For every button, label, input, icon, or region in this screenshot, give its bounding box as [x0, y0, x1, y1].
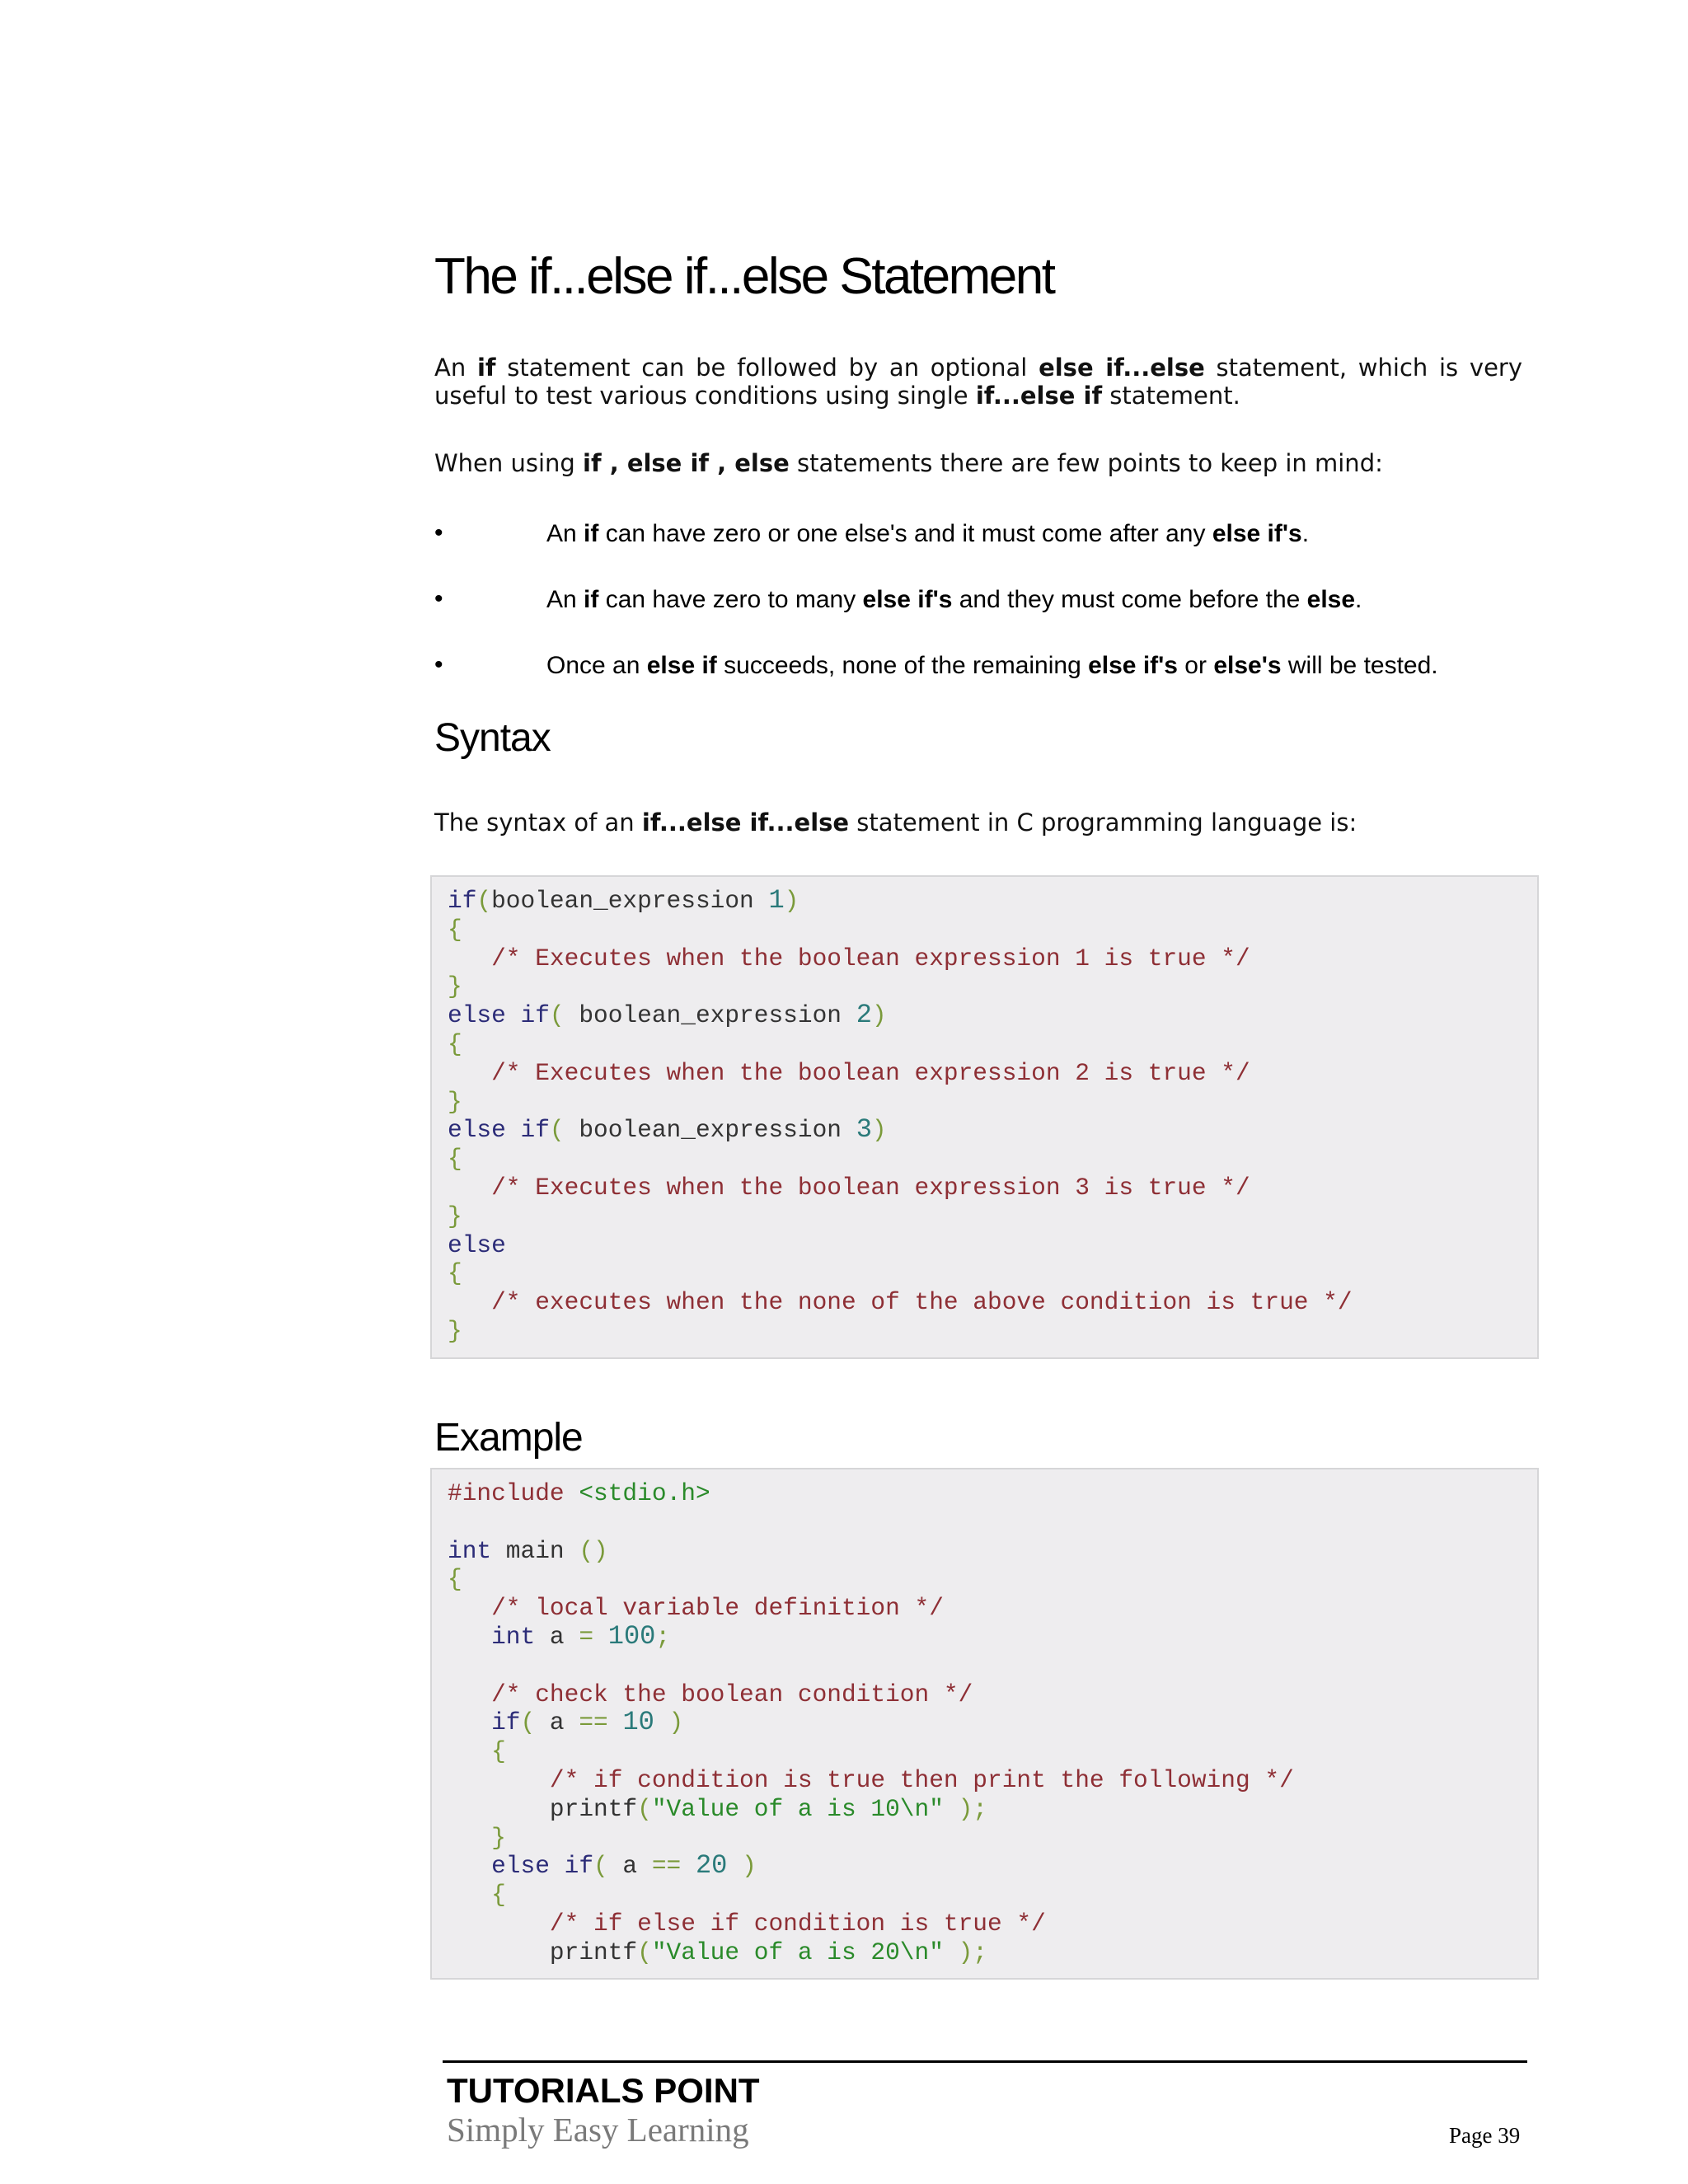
code-token: ): [668, 1708, 684, 1737]
code-token: [944, 1795, 959, 1823]
code-token: [448, 1174, 491, 1202]
bullet-segment: An: [546, 586, 584, 613]
intro-bold: else if...else: [1039, 354, 1205, 382]
code-line: [448, 1030, 462, 1058]
intro-paragraph: [434, 354, 1522, 410]
code-line: [448, 1479, 710, 1507]
code-token: );: [958, 1938, 988, 1966]
code-token: [550, 1852, 565, 1880]
code-line: [448, 972, 462, 1001]
code-token: else: [448, 1001, 506, 1030]
bullet-segment: Once an: [546, 652, 647, 679]
code-token: [448, 944, 491, 972]
bullet-segment: .: [1301, 520, 1310, 547]
intro-text: statement.: [1102, 382, 1240, 410]
bullet-text: [546, 585, 1362, 615]
code-line: [448, 1202, 462, 1230]
bullet-bold: if: [584, 520, 599, 547]
code-token: "Value of a is 20\n": [651, 1938, 944, 1966]
code-line: [448, 1059, 1250, 1087]
code-line: [448, 887, 799, 915]
code-token: else: [448, 1116, 506, 1145]
code-token: /* Executes when the boolean expression 2 is true */: [491, 1058, 1250, 1087]
code-token: [448, 1852, 491, 1880]
code-token: ): [784, 887, 799, 915]
code-token: a: [607, 1852, 652, 1881]
code-token: [448, 1288, 491, 1316]
code-token: ;: [655, 1622, 671, 1651]
code-token: [448, 1623, 491, 1651]
code-token: {: [448, 1565, 462, 1594]
code-token: ): [871, 1116, 887, 1145]
code-token: 1: [768, 885, 785, 916]
code-token: #include: [448, 1479, 579, 1507]
code-token: boolean_expression: [564, 1116, 856, 1145]
code-line: [448, 1259, 462, 1287]
intro-bold: if: [476, 354, 496, 382]
bullet-bold: else if's: [862, 586, 953, 613]
bullet-bold: else if: [646, 652, 717, 679]
syntax-intro-paragraph: [434, 808, 1522, 837]
code-token: {: [491, 1737, 506, 1766]
code-token: [448, 1594, 491, 1622]
points-intro-bold: if , else if , else: [583, 449, 790, 477]
code-token: (): [579, 1536, 608, 1565]
points-intro-paragraph: [434, 449, 1522, 477]
code-token: (: [549, 1001, 565, 1030]
code-token: {: [448, 1029, 462, 1058]
code-token: [654, 1708, 669, 1736]
code-line: [448, 1145, 462, 1173]
code-token: (: [476, 887, 492, 915]
code-token: "Value of a is 10\n": [651, 1794, 944, 1823]
code-token: (: [637, 1938, 652, 1966]
code-token: int: [491, 1622, 536, 1651]
code-line: [448, 1824, 506, 1852]
code-line: [448, 916, 462, 944]
code-token: if: [520, 1001, 550, 1030]
code-line: [448, 1620, 671, 1652]
code-token: main: [491, 1536, 579, 1565]
bullet-bold: if: [584, 586, 599, 613]
code-line: [448, 1708, 683, 1736]
code-token: (: [549, 1116, 565, 1145]
code-token: boolean_expression: [564, 1001, 856, 1030]
code-token: }: [491, 1823, 506, 1852]
code-token: printf: [448, 1938, 638, 1966]
code-token: [448, 1824, 491, 1852]
syntax-heading: Syntax: [434, 716, 551, 760]
code-line: [448, 1537, 608, 1565]
bullet-marker: •: [434, 585, 443, 612]
code-line: [448, 1088, 462, 1116]
code-token: /* Executes when the boolean expression 1 is true */: [491, 944, 1250, 972]
code-token: else: [491, 1852, 550, 1881]
bullet-bold: else: [1306, 586, 1356, 613]
code-token: 100: [607, 1620, 656, 1652]
code-token: [448, 1708, 491, 1736]
footer-tagline: Simply Easy Learning: [447, 2111, 749, 2149]
code-line: [448, 1565, 462, 1593]
footer-divider: [443, 2060, 1527, 2063]
code-token: {: [448, 1145, 462, 1174]
bullet-bold: else if's: [1088, 652, 1178, 679]
code-token: /* Executes when the boolean expression 3 is true */: [491, 1173, 1250, 1202]
code-token: (: [637, 1794, 652, 1823]
code-token: =: [579, 1622, 594, 1651]
bullet-segment: succeeds, none of the remaining: [716, 652, 1089, 679]
intro-text: statement can be followed by an optional: [495, 354, 1039, 382]
code-token: if: [520, 1116, 550, 1145]
code-token: (: [593, 1852, 608, 1881]
code-token: }: [448, 1087, 462, 1116]
code-token: else: [448, 1230, 506, 1259]
code-line: [448, 1881, 506, 1909]
bullet-segment: will be tested.: [1281, 652, 1438, 679]
intro-bold: if...else if: [975, 382, 1103, 410]
bullet-bold: else if's: [1212, 520, 1302, 547]
code-line: [448, 1317, 462, 1345]
code-token: printf: [448, 1794, 638, 1823]
footer-brand: TUTORIALS POINT: [447, 2071, 760, 2110]
code-line: [448, 1910, 1046, 1938]
points-intro-text: statements there are few points to keep in mind:: [789, 449, 1383, 477]
code-line: [448, 944, 1250, 972]
syntax-intro-text: statement in C programming language is:: [849, 808, 1357, 837]
bullet-segment: can have zero or one else's and it must come after any: [598, 520, 1212, 547]
bullet-segment: or: [1177, 652, 1214, 679]
code-token: 20: [695, 1850, 728, 1882]
code-token: [727, 1852, 742, 1880]
code-token: /* check the boolean condition */: [491, 1680, 973, 1708]
example-heading: Example: [434, 1416, 583, 1460]
code-line: [448, 1680, 973, 1708]
bullet-marker: •: [434, 519, 443, 546]
code-token: [506, 1001, 521, 1029]
code-token: [448, 1766, 550, 1794]
code-token: }: [448, 1316, 462, 1345]
code-token: [448, 1881, 491, 1909]
bullet-marker: •: [434, 651, 443, 678]
bullet-segment: .: [1355, 586, 1362, 613]
code-token: ): [871, 1001, 887, 1030]
bullet-text: [546, 519, 1309, 549]
code-token: );: [958, 1794, 988, 1823]
code-token: ==: [651, 1852, 682, 1881]
code-token: (: [520, 1708, 536, 1737]
code-token: [608, 1708, 623, 1736]
code-line: [448, 1938, 987, 1966]
code-line: [448, 1001, 887, 1029]
code-line: [448, 1795, 987, 1823]
code-token: int: [448, 1536, 492, 1565]
bullet-segment: An: [546, 520, 584, 547]
code-line: [448, 1288, 1353, 1316]
code-token: {: [491, 1881, 506, 1910]
code-line: [448, 1174, 1250, 1202]
code-token: [681, 1852, 696, 1880]
code-token: ): [742, 1852, 757, 1881]
code-line: [448, 1594, 944, 1622]
points-intro-text: When using: [434, 449, 584, 477]
code-token: [448, 1910, 550, 1938]
code-token: 10: [622, 1707, 654, 1738]
bullet-bold: else's: [1213, 652, 1282, 679]
code-token: /* if else if condition is true */: [549, 1909, 1046, 1938]
code-token: if: [448, 887, 477, 915]
syntax-intro-bold: if...else if...else: [641, 808, 850, 837]
bullet-text: [546, 651, 1438, 681]
bullet-item: [434, 651, 1531, 717]
bullet-segment: can have zero to many: [598, 586, 863, 613]
code-line: [448, 1737, 506, 1765]
page-title: The if...else if...else Statement: [434, 248, 1054, 305]
code-token: if: [564, 1852, 594, 1881]
syntax-code-block: [430, 875, 1539, 1359]
intro-text: statement, which is very useful to test various conditions using single: [434, 354, 1522, 410]
code-token: }: [448, 1202, 462, 1230]
code-token: {: [448, 1259, 462, 1288]
syntax-intro-text: The syntax of an: [434, 808, 642, 837]
code-token: [506, 1116, 521, 1144]
bullet-segment: and they must come before the: [952, 586, 1307, 613]
code-token: [448, 1680, 491, 1708]
code-token: /* local variable definition */: [491, 1594, 944, 1623]
code-token: /* executes when the none of the above condition is true */: [491, 1288, 1353, 1317]
code-token: <stdio.h>: [579, 1479, 710, 1507]
bullet-list: [434, 519, 1531, 717]
bullet-item: [434, 519, 1531, 585]
code-token: [448, 1737, 491, 1765]
intro-text: An: [434, 354, 477, 382]
code-token: /* if condition is true then print the following */: [549, 1765, 1294, 1794]
code-line: [448, 1852, 757, 1880]
code-token: }: [448, 972, 462, 1001]
code-token: [448, 1059, 491, 1087]
code-token: a: [535, 1708, 579, 1737]
code-token: ==: [579, 1708, 608, 1737]
code-token: a: [535, 1622, 579, 1651]
page-number: Page 39: [1449, 2123, 1521, 2148]
example-code-block: [430, 1468, 1539, 1980]
code-token: 2: [856, 1000, 872, 1031]
code-line: [448, 1766, 1294, 1794]
code-line: [448, 1116, 887, 1144]
bullet-item: [434, 585, 1531, 651]
code-token: if: [491, 1708, 521, 1737]
code-token: [944, 1938, 959, 1966]
code-token: boolean_expression: [491, 887, 769, 915]
code-token: 3: [856, 1114, 872, 1146]
code-token: [593, 1623, 608, 1651]
code-line: [448, 1231, 506, 1259]
code-token: {: [448, 915, 462, 944]
